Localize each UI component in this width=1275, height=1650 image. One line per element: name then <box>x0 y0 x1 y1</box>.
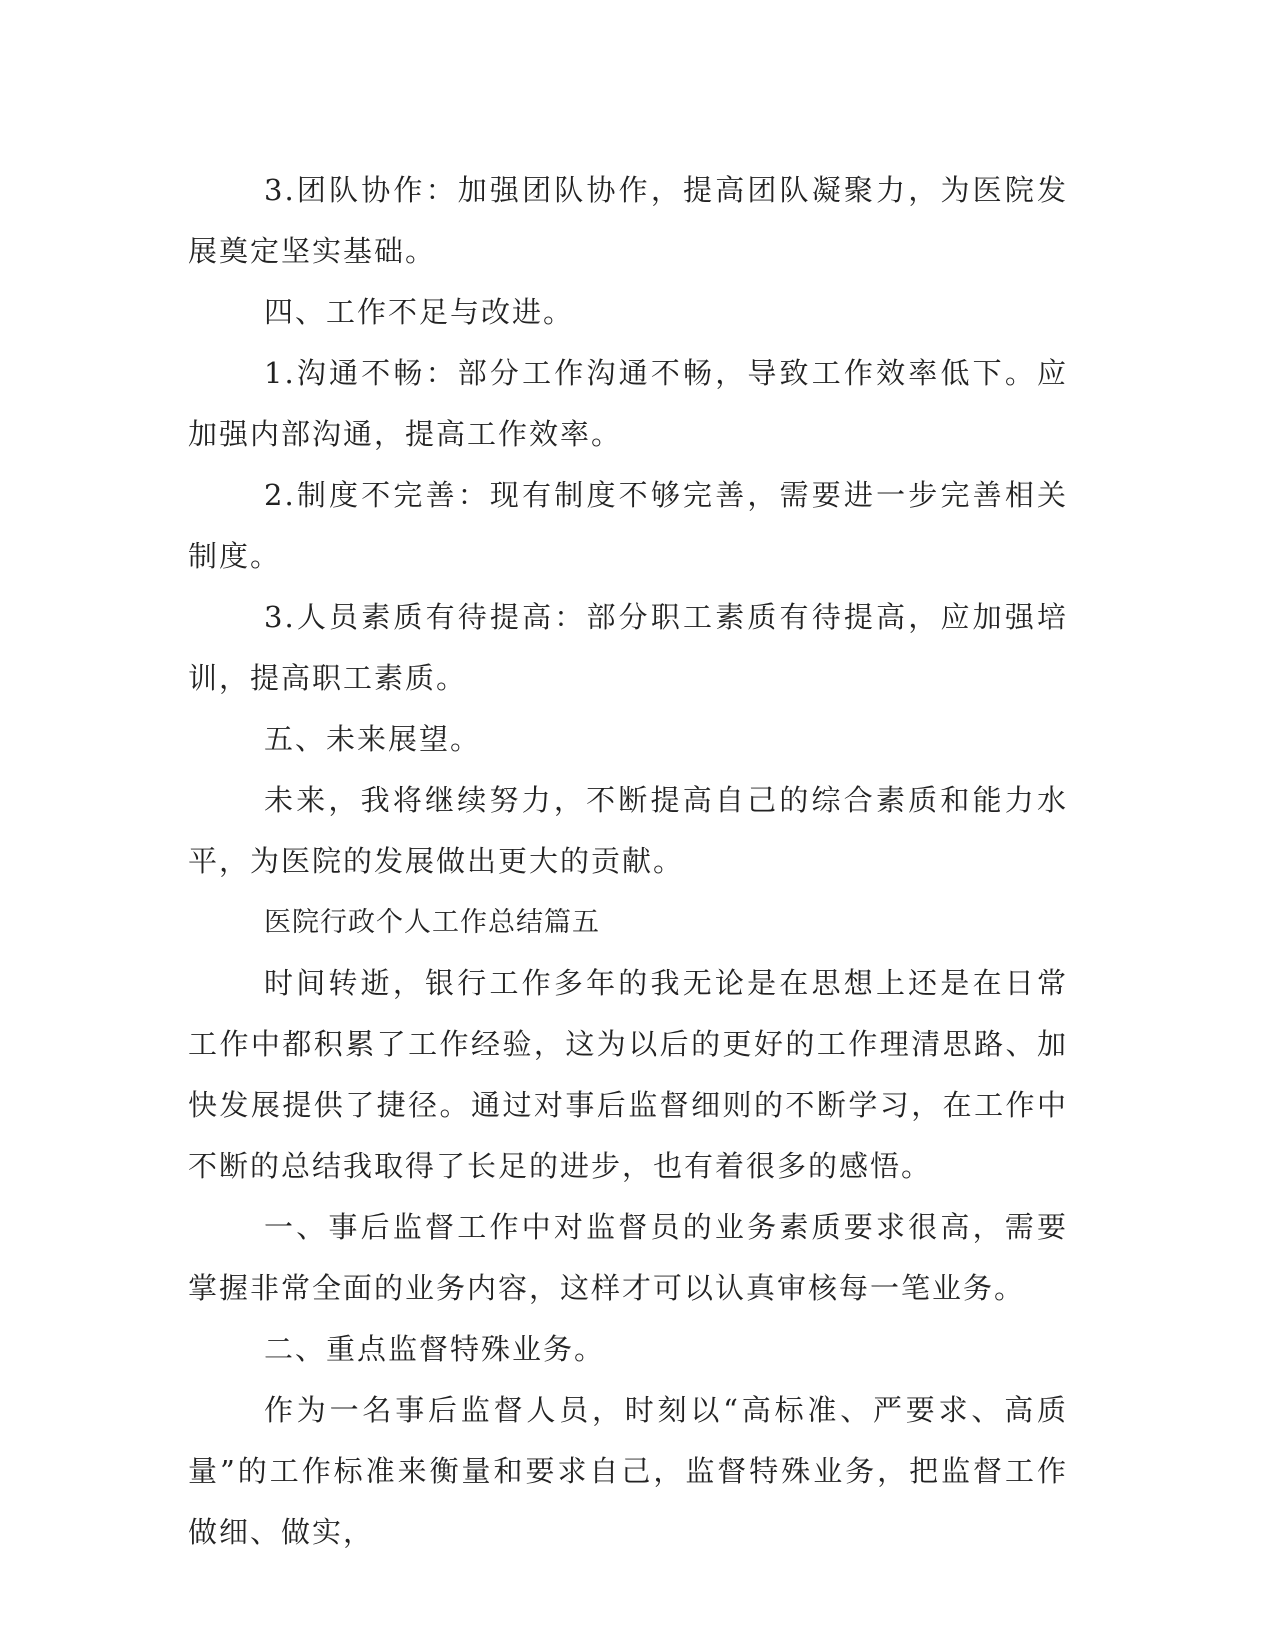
paragraph-staff-quality: 3.人员素质有待提高：部分职工素质有待提高，应加强培训，提高职工素质。 <box>188 600 1068 695</box>
article-title: 医院行政个人工作总结篇五 <box>264 907 600 938</box>
paragraph-point-one: 一、事后监督工作中对监督员的业务素质要求很高，需要掌握非常全面的业务内容，这样才可以认真审核每一笔业务。 <box>188 1210 1068 1305</box>
paragraph-future: 未来，我将继续努力，不断提高自己的综合素质和能力水平，为医院的发展做出更大的贡献。 <box>188 783 1068 878</box>
paragraph-supervision: 作为一名事后监督人员，时刻以“高标准、严要求、高质量”的工作标准来衡量和要求自己，监督特殊业务，把监督工作做细、做实， <box>188 1393 1068 1549</box>
section-heading-outlook: 五、未来展望。 <box>264 722 482 756</box>
document-body <box>188 160 1068 1563</box>
paragraph-system: 2.制度不完善：现有制度不够完善，需要进一步完善相关制度。 <box>188 478 1068 573</box>
section-heading-special-business: 二、重点监督特殊业务。 <box>264 1332 606 1366</box>
paragraph-team-collaboration: 3.团队协作：加强团队协作，提高团队凝聚力，为医院发展奠定坚实基础。 <box>188 173 1068 268</box>
paragraph-intro: 时间转逝，银行工作多年的我无论是在思想上还是在日常工作中都积累了工作经验，这为以后的更好的工作理清思路、加快发展提供了捷径。通过对事后监督细则的不断学习，在工作中不断的总结我取得了长足的进步，也有着很多的感悟。 <box>188 966 1068 1183</box>
section-heading-shortcomings: 四、工作不足与改进。 <box>264 295 575 329</box>
paragraph-communication: 1.沟通不畅：部分工作沟通不畅，导致工作效率低下。应加强内部沟通，提高工作效率。 <box>188 356 1068 451</box>
